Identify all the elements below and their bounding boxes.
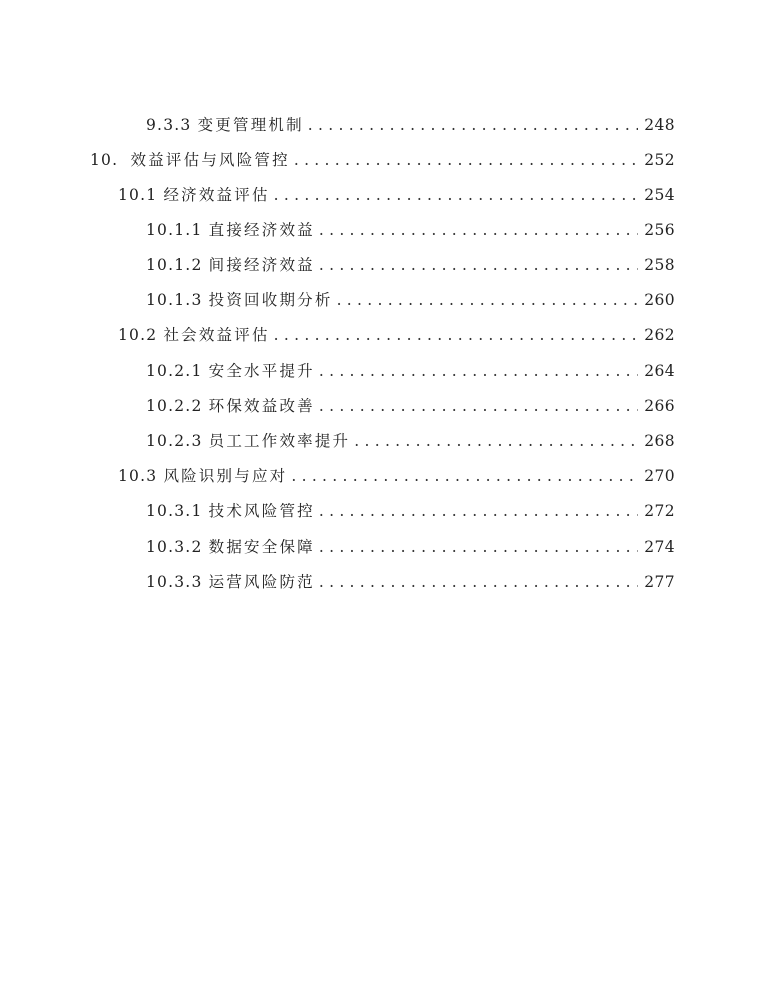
toc-page-number: 277 — [644, 573, 675, 591]
toc-entry-10-2-2[interactable] — [146, 395, 675, 417]
toc-entry-title: 安全水平提升 — [208, 362, 315, 380]
toc-entry-title: 间接经济效益 — [208, 256, 315, 274]
toc-entry-number: 10.2.1 — [146, 362, 203, 380]
toc-page-number: 258 — [644, 256, 675, 274]
toc-entry-number: 10.3.3 — [146, 573, 203, 591]
toc-dot-leader — [319, 571, 638, 593]
toc-entry-10-2-1[interactable] — [146, 360, 675, 382]
toc-entry-number: 10.1.2 — [146, 256, 203, 274]
toc-page-number: 254 — [644, 186, 675, 204]
toc-page-number: 252 — [644, 151, 675, 169]
toc-dot-leader — [319, 500, 638, 522]
toc-page-number: 266 — [644, 397, 675, 415]
toc-dot-leader — [354, 430, 638, 452]
toc-entry-10-2[interactable] — [118, 324, 675, 346]
toc-entry-number: 10.3.1 — [146, 502, 203, 520]
toc-dot-leader — [319, 395, 638, 417]
toc-entry-10-3[interactable] — [118, 465, 675, 487]
toc-entry-9-3-3[interactable] — [146, 114, 675, 136]
toc-entry-number: 10.1 — [118, 186, 158, 204]
toc-entry-number: 10.3.2 — [146, 538, 203, 556]
toc-entry-10-2-3[interactable] — [146, 430, 675, 452]
toc-entry-number: 10.3 — [118, 467, 158, 485]
toc-entry-10-1-3[interactable] — [146, 289, 675, 311]
toc-page-number: 272 — [644, 502, 675, 520]
toc-page-number: 268 — [644, 432, 675, 450]
toc-dot-leader — [337, 289, 639, 311]
toc-dot-leader — [294, 149, 642, 171]
toc-dot-leader — [319, 219, 638, 241]
toc-entry-10[interactable] — [90, 149, 675, 171]
toc-entry-10-3-3[interactable] — [146, 571, 675, 593]
toc-page-number: 256 — [644, 221, 675, 239]
toc-page-number: 274 — [644, 538, 675, 556]
toc-page-number: 264 — [644, 362, 675, 380]
toc-entry-title: 风险识别与应对 — [163, 467, 288, 485]
toc-page-number: 248 — [644, 116, 675, 134]
toc-entry-10-3-1[interactable] — [146, 500, 675, 522]
toc-entry-title: 变更管理机制 — [197, 116, 304, 134]
toc-entry-number: 10.2.3 — [146, 432, 203, 450]
toc-dot-leader — [319, 360, 638, 382]
toc-entry-number: 9.3.3 — [146, 116, 192, 134]
toc-entry-title: 环保效益改善 — [208, 397, 315, 415]
toc-dot-leader — [319, 536, 638, 558]
toc-entry-number: 10.1.1 — [146, 221, 203, 239]
toc-page-number: 262 — [644, 326, 675, 344]
toc-dot-leader — [274, 184, 639, 206]
toc-page-number: 270 — [644, 467, 675, 485]
toc-entry-10-1[interactable] — [118, 184, 675, 206]
toc-entry-number: 10.2.2 — [146, 397, 203, 415]
toc-entry-10-1-2[interactable] — [146, 254, 675, 276]
toc-entry-title: 效益评估与风险管控 — [130, 151, 290, 169]
toc-entry-10-3-2[interactable] — [146, 536, 675, 558]
toc-entry-title: 社会效益评估 — [163, 326, 270, 344]
toc-entry-number: 10.1.3 — [146, 291, 203, 309]
toc-dot-leader — [291, 465, 638, 487]
toc-entry-title: 直接经济效益 — [208, 221, 315, 239]
toc-page-number: 260 — [644, 291, 675, 309]
toc-entry-number: 10.2 — [118, 326, 158, 344]
toc-entry-title: 数据安全保障 — [208, 538, 315, 556]
toc-dot-leader — [308, 114, 638, 136]
toc-dot-leader — [319, 254, 638, 276]
toc-entry-number: 10. — [90, 151, 119, 169]
toc-entry-title: 经济效益评估 — [163, 186, 270, 204]
toc-entry-title: 员工工作效率提升 — [208, 432, 351, 450]
toc-entry-10-1-1[interactable] — [146, 219, 675, 241]
toc-entry-title: 投资回收期分析 — [208, 291, 333, 309]
toc-entry-title: 技术风险管控 — [208, 502, 315, 520]
toc-dot-leader — [274, 324, 639, 346]
toc-entry-title: 运营风险防范 — [208, 573, 315, 591]
